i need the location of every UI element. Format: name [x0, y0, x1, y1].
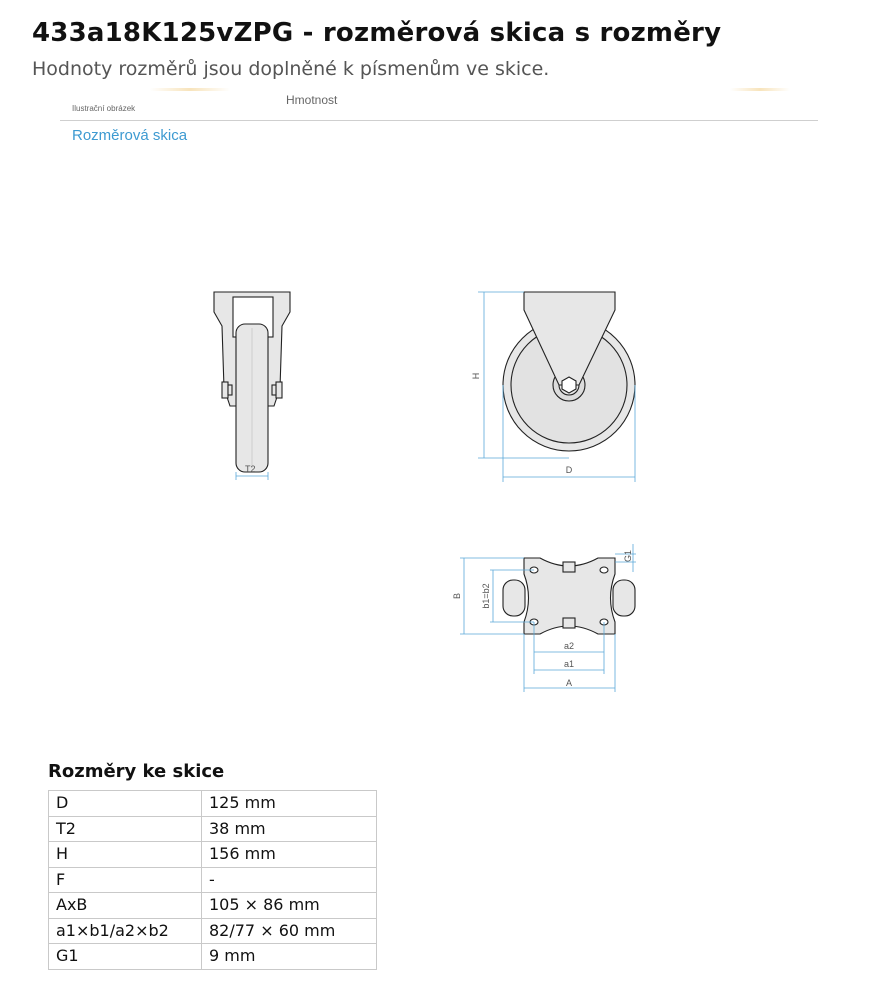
page-title: 433a18K125vZPG - rozměrová skica s rozměry [32, 18, 722, 48]
weight-label: Hmotnost [286, 93, 338, 107]
dimension-label-b1-b2: b1=b2 [481, 583, 491, 609]
dimensions-table [48, 790, 377, 970]
dimension-label-b: B [452, 592, 462, 600]
dimension-value: 156 mm [202, 842, 377, 868]
side-view [503, 292, 635, 451]
dimension-label-d: D [565, 465, 573, 475]
dimension-sketch [60, 88, 830, 728]
caster-drawing [60, 88, 830, 728]
dimension-key: H [49, 842, 202, 868]
page-subtitle: Hodnoty rozměrů jsou doplněné k písmenům ve skice. [32, 58, 550, 80]
dimension-label-g1: G1 [623, 549, 633, 563]
dimension-value: 38 mm [202, 816, 377, 842]
dimension-value: 105 × 86 mm [202, 893, 377, 919]
dimension-value: 82/77 × 60 mm [202, 918, 377, 944]
dimension-label-a: A [565, 678, 573, 688]
dimension-label-t2: T2 [245, 464, 256, 474]
dimension-key: a1×b1/a2×b2 [49, 918, 202, 944]
dimension-value: - [202, 867, 377, 893]
dimension-value: 9 mm [202, 944, 377, 970]
table-row [49, 918, 377, 944]
table-row [49, 867, 377, 893]
table-row [49, 791, 377, 817]
dimension-label-a1: a1 [563, 659, 575, 669]
table-row [49, 842, 377, 868]
illustration-label: Ilustrační obrázek [72, 104, 136, 113]
front-view [214, 292, 290, 472]
sketch-title: Rozměrová skica [72, 127, 188, 144]
dimension-key: D [49, 791, 202, 817]
dimension-value: 125 mm [202, 791, 377, 817]
table-row [49, 944, 377, 970]
dimension-label-h: H [471, 372, 481, 380]
dimension-label-a2: a2 [563, 641, 575, 651]
table-row [49, 816, 377, 842]
table-heading: Rozměry ke skice [48, 761, 225, 782]
dimension-key: T2 [49, 816, 202, 842]
table-row [49, 893, 377, 919]
dimension-key: AxB [49, 893, 202, 919]
top-view [503, 558, 635, 634]
dimension-key: F [49, 867, 202, 893]
dimension-key: G1 [49, 944, 202, 970]
